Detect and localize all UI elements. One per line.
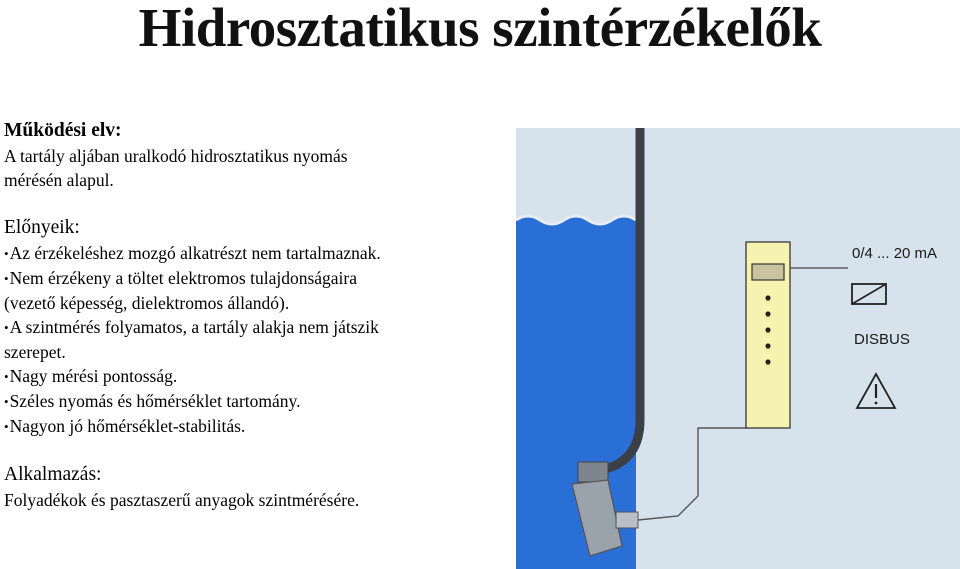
advantage-item: • Nem érzékeny a töltet elektromos tulajdonságaira: [4, 266, 504, 291]
level-sensor-illustration: [516, 128, 960, 569]
advantages-heading: Előnyeik:: [4, 217, 80, 238]
current-output-label: 0/4 ... 20 mA: [852, 245, 938, 262]
indicator-led: [765, 295, 770, 300]
advantage-item: • Nagy mérési pontosság.: [4, 364, 504, 389]
principle-heading: Működési elv:: [4, 120, 122, 141]
advantage-item: • A szintmérés folyamatos, a tartály alakja nem játszik: [4, 315, 504, 340]
indicator-led: [765, 343, 770, 348]
sensor-connector: [616, 512, 638, 528]
advantage-item-continued: szerepet.: [4, 342, 66, 362]
page-title: Hidrosztatikus szintérzékelők: [138, 0, 822, 58]
advantage-item: • Nagyon jó hőmérséklet-stabilitás.: [4, 414, 504, 439]
bus-label: DISBUS: [854, 331, 910, 348]
sensor-flange: [578, 462, 608, 482]
indicator-led: [765, 359, 770, 364]
principle-line: A tartály aljában uralkodó hidrosztatikus nyomás: [4, 146, 348, 166]
advantage-item: • Az érzékeléshez mozgó alkatrészt nem tartalmaznak.: [4, 241, 504, 266]
advantage-item-continued: (vezető képesség, dielektromos állandó).: [4, 293, 290, 313]
indicator-led: [765, 327, 770, 332]
principle-line: mérésén alapul.: [4, 170, 114, 190]
application-heading: Alkalmazás:: [4, 464, 102, 485]
application-line: Folyadékok és pasztaszerű anyagok szintmérésére.: [4, 490, 360, 510]
display-window: [752, 264, 784, 280]
indicator-led: [765, 311, 770, 316]
advantage-item: • Széles nyomás és hőmérséklet tartomány.: [4, 389, 504, 414]
text-column: [4, 118, 504, 512]
